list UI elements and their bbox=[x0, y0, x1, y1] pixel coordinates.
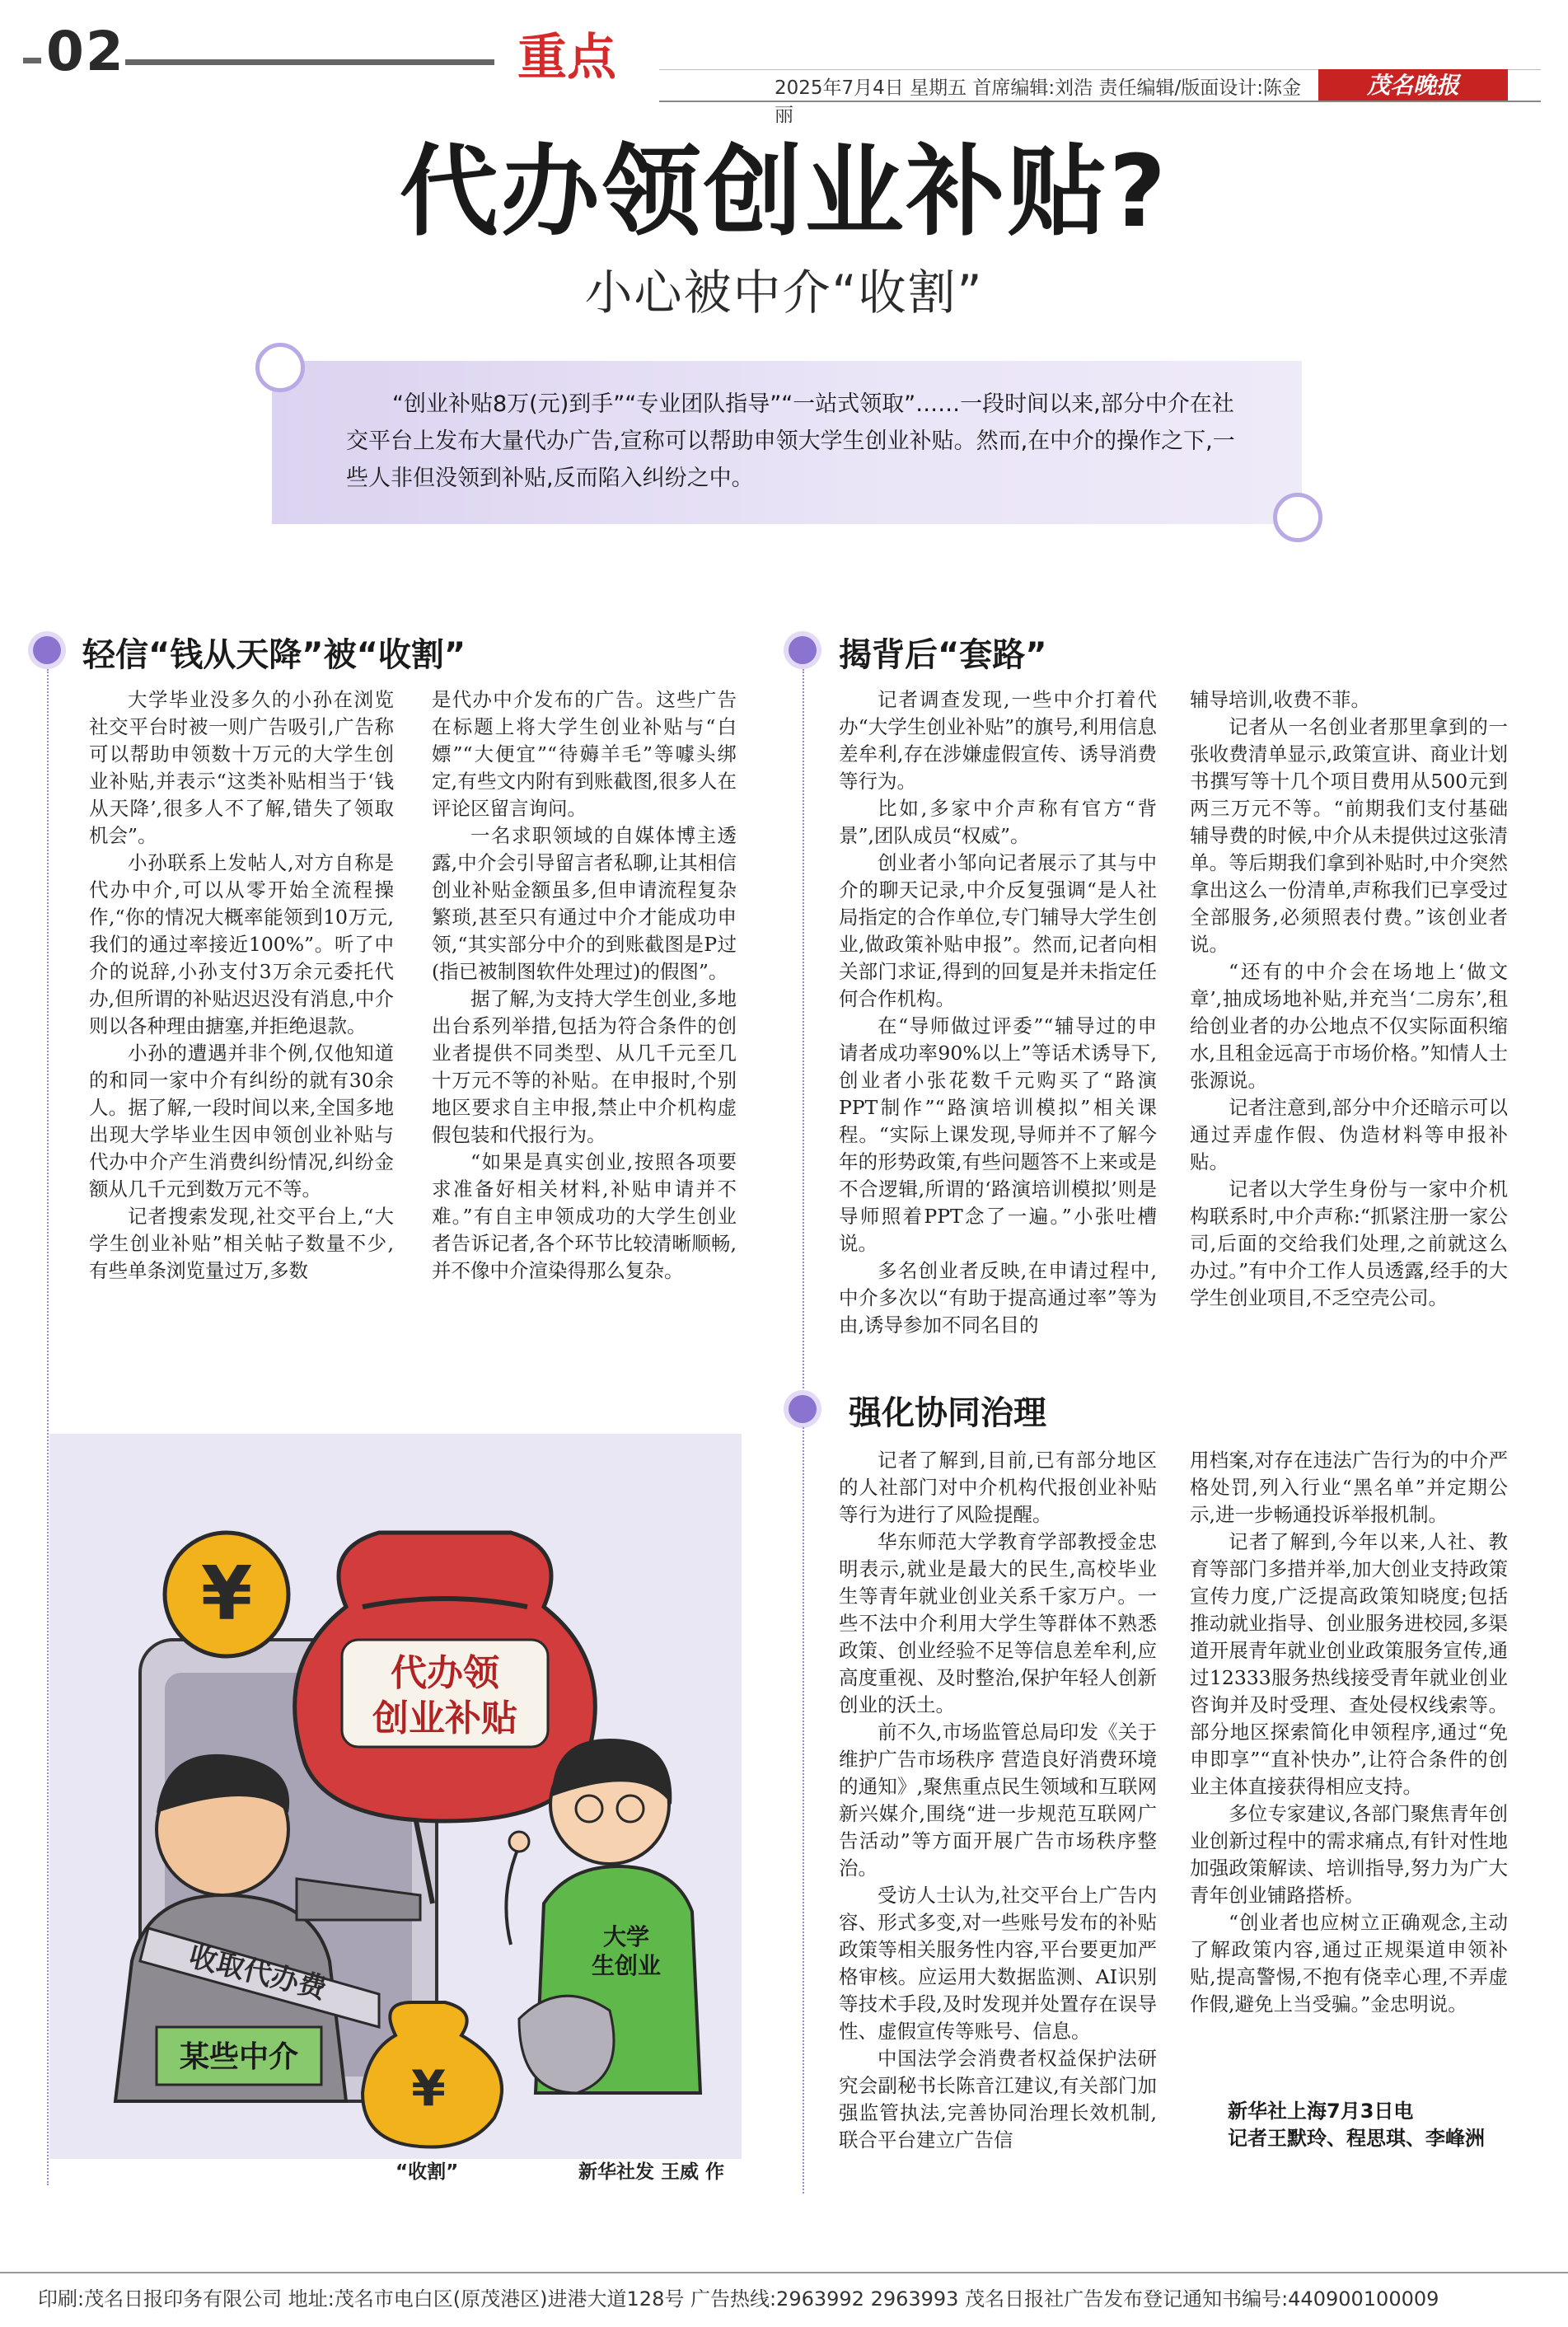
header-rule bbox=[125, 59, 494, 65]
paragraph: 用档案,对存在违法广告行为的中介严格处罚,列入行业“黑名单”并定期公示,进一步畅通投诉举报机制。 bbox=[1190, 1449, 1508, 1526]
page-number: 02 bbox=[46, 20, 125, 83]
coin-symbol: ¥ bbox=[200, 1551, 253, 1637]
article-column bbox=[89, 686, 394, 1285]
paragraph: 记者了解到,今年以来,人社、教育等部门多措并举,加大创业支持政策宣传力度,广泛提高政策知晓度;包括推动就业指导、创业服务进校园,多渠道开展青年就业创业政策服务宣传,通过12333服务热线接受青年就业创业咨询并及时受理、查处侵权线索等。部分地区探索简化申领程序,通过“免申即享”“直补快办”,让符合条件的创业主体直接获得相应支持。 bbox=[1190, 1530, 1508, 1798]
dateline: 2025年7月4日 星期五 首席编辑:刘浩 责任编辑/版面设计:陈金丽 bbox=[775, 77, 1301, 126]
paragraph: 是代办中介发布的广告。这些广告在标题上将大学生创业补贴与“白嫖”“大便宜”“待薅羊毛”等噱头绑定,有些文内附有到账截图,很多人在评论区留言询问。 bbox=[432, 688, 737, 820]
paragraph: 前不久,市场监管总局印发《关于维护广告市场秩序 营造良好消费环境的通知》,聚焦重点民生领域和互联网新兴媒介,围绕“进一步规范互联网广告活动”等方面开展广告市场秩序整治。 bbox=[839, 1721, 1157, 1880]
section-bullet-icon bbox=[789, 636, 817, 664]
section-heading: 揭背后“套路” bbox=[839, 636, 1047, 674]
headline: 代办领创业补贴? bbox=[399, 135, 1169, 250]
student-arm-shape bbox=[506, 1846, 519, 1945]
bag-text: 代办领 bbox=[391, 1652, 499, 1694]
paragraph: 辅导培训,收费不菲。 bbox=[1190, 688, 1370, 711]
pointing-hand-icon bbox=[509, 1832, 529, 1852]
section-bullet-icon bbox=[789, 1395, 817, 1423]
paragraph: 受访人士认为,社交平台上广告内容、形式多变,对一些账号发布的补贴政策等相关服务性内容,平台要更加严格审核。应运用大数据监测、AI识别等技术手段,及时发现并处置存在误导性、虚假宣传等账号、信息。 bbox=[839, 1884, 1157, 2043]
shirt-text: 大学 bbox=[602, 1923, 650, 1950]
paragraph: 大学毕业没多久的小孙在浏览社交平台时被一则广告吸引,广告称可以帮助申领数十万元的大学生创业补贴,并表示“这类补贴相当于‘钱从天降’,很多人不了解,错失了领取机会”。 bbox=[89, 688, 394, 847]
section-bullet-icon bbox=[33, 636, 61, 664]
paragraph: 华东师范大学教育学部教授金忠明表示,就业是最大的民生,高校毕业生等青年就业创业关系千家万户。一些不法中介利用大学生等群体不熟悉政策、创业经验不足等信息差牟利,应高度重视、及时整治,保护年轻人创新创业的沃土。 bbox=[839, 1530, 1157, 1716]
paragraph: “创业者也应树立正确观念,主动了解政策内容,通过正规渠道申领补贴,提高警惕,不抱有侥幸心理,不弄虚作假,避免上当受骗。”金忠明说。 bbox=[1190, 1911, 1508, 2016]
subheadline: 小心被中介“收割” bbox=[584, 265, 984, 321]
section-divider bbox=[47, 669, 49, 2185]
paragraph: 创业者小邹向记者展示了其与中介的聊天记录,中介反复强调“是人社局指定的合作单位,专门辅导大学生创业,做政策补贴申报”。然而,记者向相关部门求证,得到的回复是并未指定任何合作机构。 bbox=[839, 851, 1157, 1010]
section-heading: 轻信“钱从天降”被“收割” bbox=[82, 636, 466, 674]
section-heading: 强化协同治理 bbox=[849, 1394, 1046, 1432]
paragraph: 据了解,为支持大学生创业,多地出台系列举措,包括为符合条件的创业者提供不同类型、从几千元至几十万元不等的补贴。在申报时,个别地区要求自主申报,禁止中介机构虚假包装和代报行为。 bbox=[432, 987, 737, 1146]
lead-paragraph: “创业补贴8万(元)到手”“专业团队指导”“一站式领取”……一段时间以来,部分中介在社交平台上发布大量代办广告,宣称可以帮助申领大学生创业补贴。然而,在中介的操作之下,一些人非但没领到补贴,反而陷入纠纷之中。 bbox=[346, 391, 1235, 491]
paragraph: 中国法学会消费者权益保护法研究会副秘书长陈音江建议,有关部门加强监管执法,完善协同治理长效机制,联合平台建立广告信 bbox=[839, 2047, 1157, 2151]
paragraph: “如果是真实创业,按照各项要求准备好相关材料,补贴申请并不难。”有自主申领成功的大学生创业者告诉记者,各个环节比较清晰顺畅,并不像中介渲染得那么复杂。 bbox=[432, 1150, 737, 1282]
section-divider bbox=[803, 669, 804, 1394]
decor-ring-icon bbox=[255, 343, 305, 392]
paragraph: 记者调查发现,一些中介打着代办“大学生创业补贴”的旗号,利用信息差牟利,存在涉嫌虚假宣传、诱导消费等行为。 bbox=[839, 688, 1157, 793]
decor-ring-icon bbox=[1273, 493, 1322, 542]
footer-rule bbox=[0, 2272, 1568, 2273]
paragraph: 多位专家建议,各部门聚焦青年创业创新过程中的需求痛点,有针对性地加强政策解读、培训指导,努力为广大青年创业铺路搭桥。 bbox=[1190, 1802, 1508, 1907]
paragraph: 记者了解到,目前,已有部分地区的人社部门对中介机构代报创业补贴等行为进行了风险提醒。 bbox=[839, 1449, 1157, 1526]
section-tag: 重点 bbox=[517, 29, 616, 87]
article-column bbox=[1190, 686, 1508, 1312]
article-column bbox=[1190, 1447, 1508, 2018]
sash-text: 收取代办费 bbox=[185, 1940, 330, 2006]
footer-imprint: 印刷:茂名日报印务有限公司 地址:茂名市电白区(原茂港区)进港大道128号 广告热线:2963992 2963993 茂名日报社广告发布登记通知书编号:440900100009 bbox=[38, 2287, 1439, 2311]
shirt-text: 生创业 bbox=[591, 1952, 662, 1979]
label-box-text: 某些中介 bbox=[179, 2040, 299, 2074]
article-column bbox=[839, 686, 1157, 1339]
illustration-title: “收割” bbox=[396, 2161, 459, 2183]
coin-symbol: ¥ bbox=[411, 2060, 446, 2118]
paragraph: 小孙的遭遇并非个例,仅他知道的和同一家中介有纠纷的就有30余人。据了解,一段时间以来,全国多地出现大学毕业生因申领创业补贴与代办中介产生消费纠纷情况,纠纷金额从几千元到数万元不等。 bbox=[89, 1042, 394, 1201]
article-column bbox=[432, 686, 737, 1285]
paragraph: 记者从一名创业者那里拿到的一张收费清单显示,政策宣讲、商业计划书撰写等十几个项目费用从500元到两三万元不等。“前期我们支付基础辅导费的时候,中介从未提供过这张清单。等后期我们拿到补贴时,中介突然拿出这么一份清单,声称我们已享受过全部服务,必须照表付费。”该创业者说。 bbox=[1190, 715, 1508, 956]
paragraph: 多名创业者反映,在申请过程中,中介多次以“有助于提高通过率”等为由,诱导参加不同名目的 bbox=[839, 1259, 1157, 1337]
cartoon-svg bbox=[49, 1434, 742, 2159]
page-number-dash bbox=[23, 58, 41, 63]
paragraph: “还有的中介会在场地上‘做文章’,抽成场地补贴,并充当‘二房东’,租给创业者的办公地点不仅实际面积缩水,且租金远高于市场价格。”知情人士张源说。 bbox=[1190, 960, 1508, 1092]
paragraph: 一名求职领域的自媒体博主透露,中介会引导留言者私聊,让其相信创业补贴金额虽多,但申请流程复杂繁琐,甚至只有通过中介才能成功申领,“其实部分中介的到账截图是P过(指已被制图软件处理过)的假图”。 bbox=[432, 824, 737, 983]
paragraph: 记者以大学生身份与一家中介机构联系时,中介声称:“抓紧注册一家公司,后面的交给我们处理,之前就这么办过。”有中介工作人员透露,经手的大学生创业项目,不乏空壳公司。 bbox=[1190, 1178, 1508, 1309]
paragraph: 小孙联系上发帖人,对方自称是代办中介,可以从零开始全流程操作,“你的情况大概率能领到10万元,我们的通过率接近100%”。听了中介的说辞,小孙支付3万余元委托代办,但所谓的补贴迟迟没有消息,中介则以各种理由搪塞,并拒绝退款。 bbox=[89, 851, 394, 1037]
cartoon-illustration bbox=[49, 1434, 742, 2159]
paragraph: 记者注意到,部分中介还暗示可以通过弄虚作假、伪造材料等申报补贴。 bbox=[1190, 1096, 1508, 1173]
byline-dateline: 新华社上海7月3日电 bbox=[1228, 2100, 1414, 2123]
header-rule-bottom bbox=[659, 101, 1541, 102]
byline bbox=[1228, 2098, 1524, 2152]
shoulder-bag-icon bbox=[519, 1996, 614, 2093]
article-column bbox=[839, 1447, 1157, 2154]
bag-text: 创业补贴 bbox=[372, 1697, 517, 1739]
masthead-logo: 茂名晚报 bbox=[1318, 69, 1508, 102]
section-divider bbox=[803, 1427, 804, 2194]
paragraph: 比如,多家中介声称有官方“背景”,团队成员“权威”。 bbox=[839, 797, 1157, 847]
illustration-credit: 新华社发 王威 作 bbox=[578, 2161, 725, 2183]
paragraph: 记者搜索发现,社交平台上,“大学生创业补贴”相关帖子数量不少,有些单条浏览量过万,多数 bbox=[89, 1205, 394, 1282]
paragraph: 在“导师做过评委”“辅导过的申请者成功率90%以上”等话术诱导下,创业者小张花数千元购买了“路演PPT制作”“路演培训模拟”相关课程。“实际上课发现,导师并不了解今年的形势政策,有些问题答不上来或是不合逻辑,所谓的‘路演培训模拟’则是导师照着PPT念了一遍。”小张吐槽说。 bbox=[839, 1014, 1157, 1255]
byline-reporters: 记者王默玲、程思琪、李峰洲 bbox=[1228, 2127, 1485, 2150]
